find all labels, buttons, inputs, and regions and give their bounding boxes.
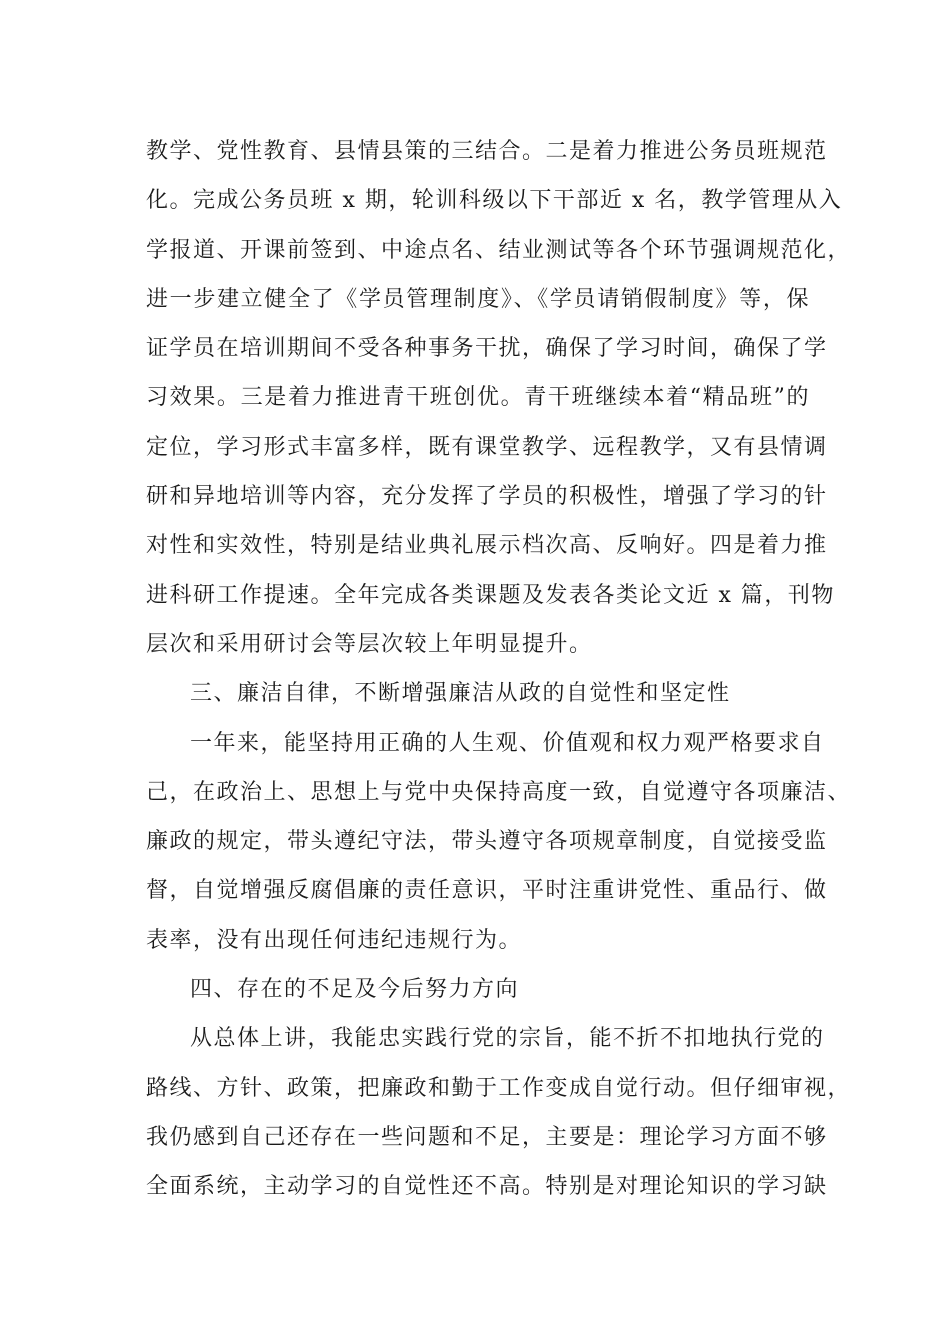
text-line: 己，在政治上、思想上与党中央保持高度一致，自觉遵守各项廉洁、 <box>146 779 852 805</box>
text-line: 廉政的规定，带头遵纪守法，带头遵守各项规章制度，自觉接受监 <box>146 829 828 855</box>
paragraph-training-work <box>146 127 852 669</box>
text-line: 教学、党性教育、县情县策的三结合。二是着力推进公务员班规范 <box>146 139 828 164</box>
text-line: 全面系统，主动学习的自觉性还不高。特别是对理论知识的学习缺 <box>146 1174 828 1200</box>
text-line: 习效果。三是着力推进青干班创优。青干班继续本着“精品班”的 <box>146 385 810 411</box>
text-line: 督，自觉增强反腐倡廉的责任意识，平时注重讲党性、重品行、做 <box>146 878 828 904</box>
section-heading-integrity <box>146 669 810 718</box>
paragraph-shortcomings <box>146 1014 852 1211</box>
text-line: 进一步建立健全了《学员管理制度》、《学员请销假制度》等，保 <box>146 286 810 312</box>
text-line: 研和异地培训等内容，充分发挥了学员的积极性，增强了学习的针 <box>146 484 828 510</box>
text-line: 从总体上讲，我能忠实践行党的宗旨，能不折不扣地执行党的 <box>190 1026 825 1052</box>
document-body <box>146 127 852 1212</box>
text-line: 一年来，能坚持用正确的人生观、价值观和权力观严格要求自 <box>190 730 825 756</box>
text-line: 路线、方针、政策，把廉政和勤于工作变成自觉行动。但仔细审视， <box>146 1075 852 1101</box>
text-line: 层次和采用研讨会等层次较上年明显提升。 <box>146 631 593 657</box>
text-line: 我仍感到自己还存在一些问题和不足，主要是：理论学习方面不够 <box>146 1124 828 1150</box>
section-heading-shortcomings <box>146 965 810 1014</box>
text-line: 定位，学习形式丰富多样，既有课堂教学、远程教学，又有县情调 <box>146 434 828 460</box>
text-line: 进科研工作提速。全年完成各类课题及发表各类论文近 x 篇，刊物 <box>146 582 835 608</box>
text-line: 学报道、开课前签到、中途点名、结业测试等各个环节强调规范化， <box>146 237 852 263</box>
text-line: 化。完成公务员班 x 期，轮训科级以下干部近 x 名，教学管理从入 <box>146 188 843 214</box>
section-heading: 三、廉洁自律，不断增强廉洁从政的自觉性和坚定性 <box>190 681 731 707</box>
text-line: 表率，没有出现任何违纪违规行为。 <box>146 927 523 953</box>
section-heading: 四、存在的不足及今后努力方向 <box>190 977 520 1003</box>
text-line: 证学员在培训期间不受各种事务干扰，确保了学习时间，确保了学 <box>146 336 828 362</box>
text-line: 对性和实效性，特别是结业典礼展示档次高、反响好。四是着力推 <box>146 533 828 559</box>
paragraph-integrity <box>146 719 852 965</box>
